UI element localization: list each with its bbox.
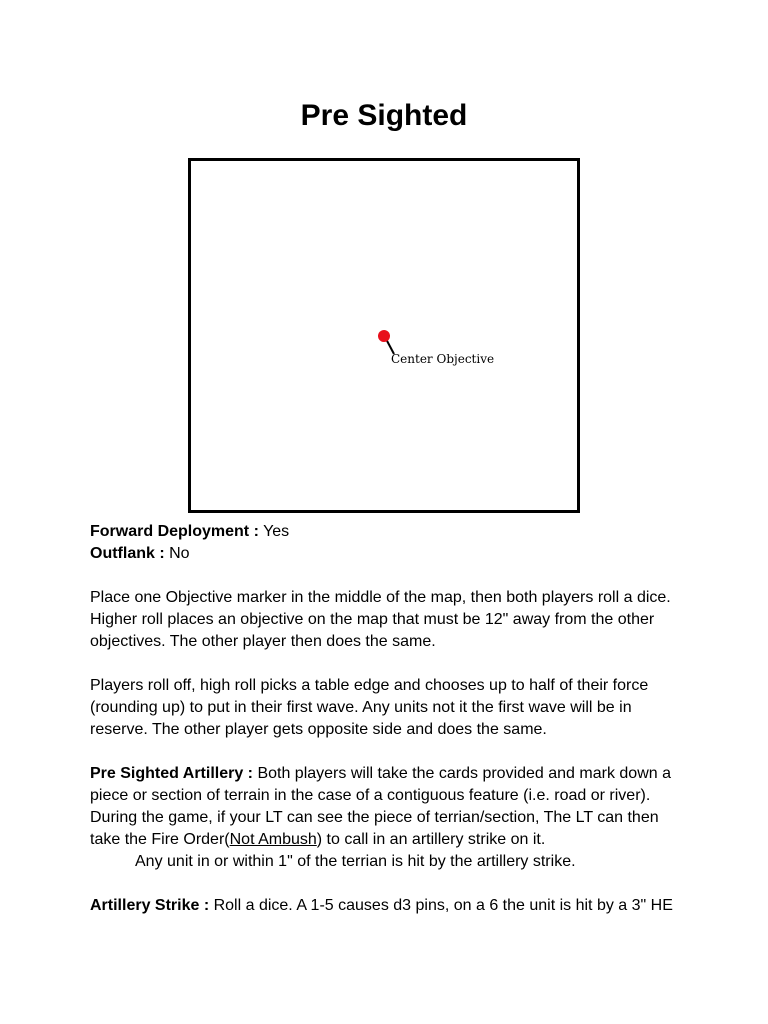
strike-paragraph-line [90,895,690,917]
artillery-paragraph-line: piece or section of terrain in the case of a contiguous feature (i.e. road or river). [90,787,651,804]
rules-text [90,521,690,917]
objective-paragraph-line: objectives. The other player then does the same. [90,633,436,650]
deployment-paragraph-line: Players roll off, high roll picks a table edge and chooses up to half of their force [90,677,649,694]
artillery-paragraph-line: During the game, if your LT can see the piece of terrian/section, The LT can then [90,809,659,826]
objective-paragraph-line: Place one Objective marker in the middle of the map, then both players roll a dice. [90,589,671,606]
artillery-text: ) to call in an artillery strike on it. [316,831,546,848]
outflank-line [90,543,690,565]
map-diagram [188,158,580,513]
objective-label: Center Objective [391,352,495,366]
strike-text: Roll a dice. A 1-5 causes d3 pins, on a 6 the unit is hit by a 3" HE [209,897,673,914]
deployment-paragraph-line: reserve. The other player gets opposite side and does the same. [90,721,547,738]
not-ambush-underlined: Not Ambush [229,831,317,848]
objective-paragraph-line: Higher roll places an objective on the map that must be 12" away from the other [90,611,655,628]
forward-deployment-label: Forward Deployment : [90,523,259,540]
artillery-heading: Pre Sighted Artillery : [90,765,253,782]
artillery-paragraph-line: Any unit in or within 1" of the terrian is hit by the artillery strike. [135,853,576,870]
forward-deployment-value: Yes [258,523,290,540]
strike-heading: Artillery Strike : [90,897,210,914]
artillery-text: take the Fire Order( [90,831,230,848]
page-title: Pre Sighted [300,99,468,132]
map-canvas [191,161,577,510]
forward-deployment-line [90,521,690,543]
artillery-text: Both players will take the cards provided and mark down a [253,765,671,782]
outflank-label: Outflank : [90,545,165,562]
outflank-value: No [164,545,190,562]
artillery-paragraph-line [90,829,690,851]
objective-pin-icon [378,330,390,342]
artillery-paragraph-line [90,763,690,785]
deployment-paragraph-line: (rounding up) to put in their first wave. Any units not it the first wave will be in [90,699,632,716]
